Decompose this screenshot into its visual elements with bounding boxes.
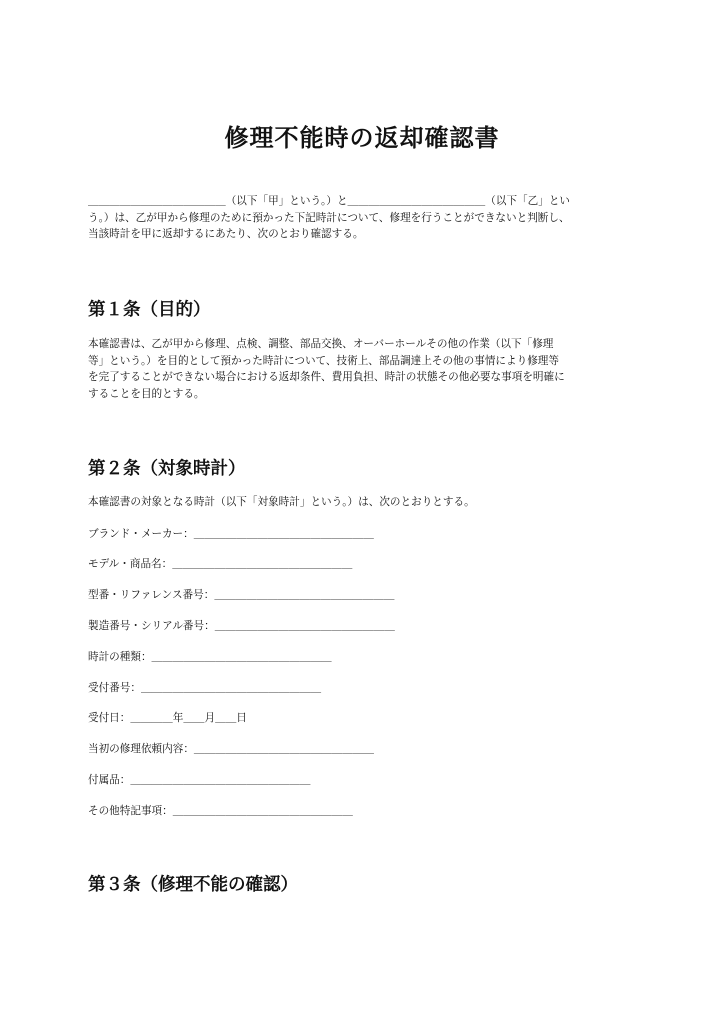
field-watch-type: 時計の種類：＿＿＿＿＿＿＿＿＿＿＿＿＿＿＿＿＿	[88, 651, 332, 663]
intro-paragraph: ＿＿＿＿＿＿＿＿＿＿＿＿＿（以下「甲」という。）と＿＿＿＿＿＿＿＿＿＿＿＿＿（以下「乙」とい う。）は、乙が甲から修理のために預かった下記時計について、修理を行うことができないと判断し、 当該時計を甲に返却するにあたり、次のとおり確認する。	[88, 195, 571, 240]
field-serial-number: 製造番号・シリアル番号：＿＿＿＿＿＿＿＿＿＿＿＿＿＿＿＿＿	[88, 620, 395, 632]
article-3-heading: 第３条（修理不能の確認）	[88, 875, 298, 895]
article-1-body: 本確認書は、乙が甲から修理、点検、調整、部品交換、オーバーホールその他の作業（以下「修理 等」という。）を目的として預かった時計について、技術上、部品調達上その他の事情により修理等 を完了することができない場合における返却条件、費用負担、時計の状態その他必要な事項を明確に することを目的とする。	[88, 338, 565, 400]
field-original-repair-request: 当初の修理依頼内容：＿＿＿＿＿＿＿＿＿＿＿＿＿＿＿＿＿	[88, 743, 375, 755]
document-title: 修理不能時の返却確認書	[224, 124, 500, 152]
field-other-notes: その他特記事項：＿＿＿＿＿＿＿＿＿＿＿＿＿＿＿＿＿	[88, 805, 353, 817]
field-reception-date: 受付日：＿＿＿＿年＿＿月＿＿日	[88, 712, 247, 724]
field-reception-number: 受付番号：＿＿＿＿＿＿＿＿＿＿＿＿＿＿＿＿＿	[88, 682, 322, 694]
field-reference-number: 型番・リファレンス番号：＿＿＿＿＿＿＿＿＿＿＿＿＿＿＿＿＿	[88, 589, 395, 601]
field-accessories: 付属品：＿＿＿＿＿＿＿＿＿＿＿＿＿＿＿＿＿	[88, 774, 311, 786]
field-model-name: モデル・商品名：＿＿＿＿＿＿＿＿＿＿＿＿＿＿＿＿＿	[88, 558, 353, 570]
article-1-heading: 第１条（目的）	[88, 300, 211, 320]
article-2-body: 本確認書の対象となる時計（以下「対象時計」という。）は、次のとおりとする。	[88, 496, 475, 508]
field-brand-maker: ブランド・メーカー：＿＿＿＿＿＿＿＿＿＿＿＿＿＿＿＿＿	[88, 528, 374, 540]
article-2-heading: 第２条（対象時計）	[88, 459, 246, 479]
